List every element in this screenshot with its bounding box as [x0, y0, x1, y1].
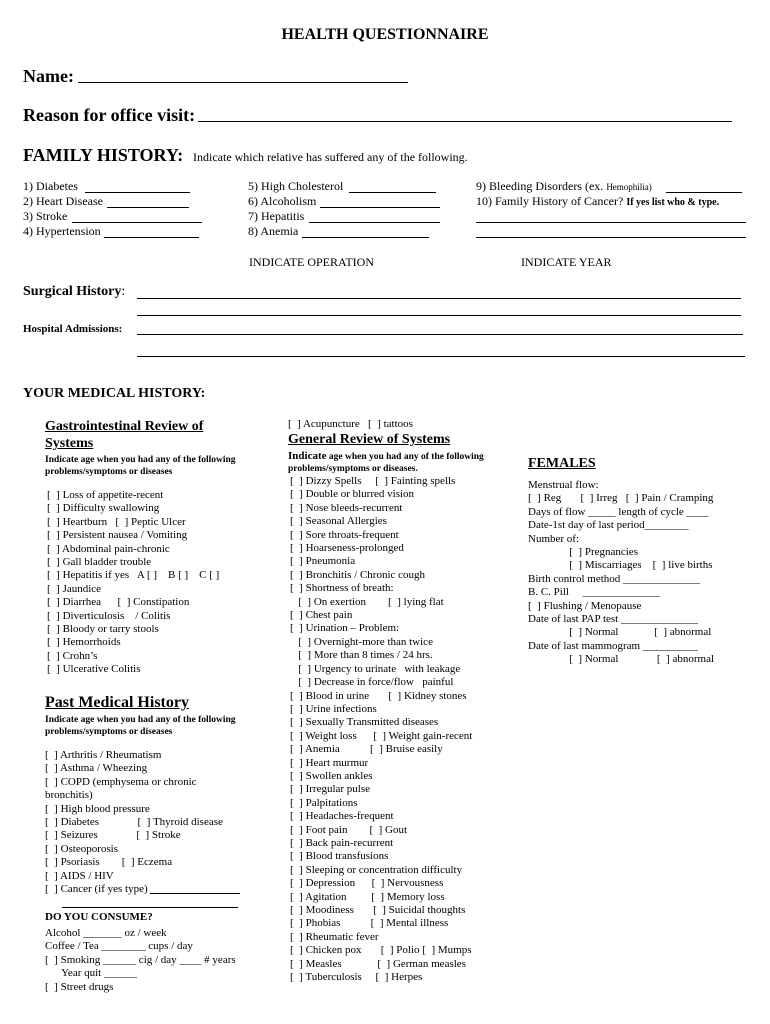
gi-heading-line2: Systems	[45, 436, 94, 451]
family-item-anemia[interactable]: 8) Anemia	[248, 224, 299, 238]
reason-field[interactable]	[198, 121, 732, 122]
gi-checklist[interactable]: [ ] Loss of appetite-recent [ ] Difficulty swallowing [ ] Heartburn [ ] Peptic Ulcer [ ] Persistent nausea / Vomiting [ ] Abdominal pain-chronic [ ] Gall bladder trouble [ ] Hepatitis if yes A [ ] B [ ] C [ ] [ ] Jaundice [ ] Diarrhea [ ] Constipation [ ] Diverticulosis / Colitis [ ] Bloody or tarry stools [ ] Hemorrhoids [ ] Crohn’s [ ] Ulcerative Colitis	[47, 489, 220, 676]
reason-label: Reason for office visit:	[23, 105, 196, 125]
pmh-checklist[interactable]: [ ] Arthritis / Rheumatism [ ] Asthma / Wheezing [ ] COPD (emphysema or chronic bronchitis) [ ] High blood pressure [ ] Diabetes [ ] Thyroid disease [ ] Seizures [ ] Stroke [ ] Osteoporosis [ ] Psoriasis [ ] Eczema [ ] AIDS / HIV [ ] Cancer (if yes type)	[45, 749, 223, 896]
family-item-cancer[interactable]: 10) Family History of Cancer? If yes list who & type.	[476, 194, 720, 208]
name-label: Name:	[23, 66, 74, 86]
family-history-instruction: Indicate which relative has suffered any of the following.	[193, 150, 468, 164]
pmh-note: Indicate age when you had any of the following problems/symptoms or diseases	[45, 715, 236, 737]
family-item-alcoholism[interactable]: 6) Alcoholism	[248, 194, 317, 208]
hospital-admissions-line-1[interactable]	[137, 334, 743, 335]
gi-heading-line1: Gastrointestinal Review of	[45, 419, 204, 434]
family-item-bleeding-disorders[interactable]: 9) Bleeding Disorders (ex. Hemophilia)	[476, 179, 652, 193]
cancer-type-line[interactable]	[62, 907, 238, 908]
females-heading: FEMALES	[528, 456, 596, 471]
family-item-high-cholesterol[interactable]: 5) High Cholesterol	[248, 179, 344, 193]
general-review-heading: General Review of Systems	[288, 432, 451, 447]
general-note: Indicate age when you had any of the following problems/symptoms or diseases.	[288, 450, 484, 474]
family-item-hepatitis[interactable]: 7) Hepatitis	[248, 209, 305, 223]
name-field[interactable]	[78, 82, 408, 83]
pmh-heading: Past Medical History	[45, 694, 189, 711]
family-item-diabetes[interactable]: 1) Diabetes	[23, 179, 78, 193]
surgical-history-line-2[interactable]	[137, 315, 741, 316]
surgical-history-label: Surgical History:	[23, 284, 126, 299]
females-list[interactable]: Menstrual flow: [ ] Reg [ ] Irreg [ ] Pain / Cramping Days of flow _____ length of cycle ____ Date-1st day of last period________ Number of: [ ] Pregnancies [ ] Miscarriages [ ] live births Birth control method ______________ B. C. Pill ______________ [ ] Flushing / Menopause Date of last PAP test ______________ [ ] Normal [ ] abnormal Date of last mammogram __________ [ ] Normal [ ] abnormal	[528, 479, 715, 666]
page-title: HEALTH QUESTIONNAIRE	[281, 26, 489, 43]
family-cancer-line-2[interactable]	[476, 237, 746, 238]
family-history-heading: FAMILY HISTORY:	[23, 145, 184, 165]
family-cancer-line-1[interactable]	[476, 222, 746, 223]
family-item-heart-disease[interactable]: 2) Heart Disease	[23, 194, 103, 208]
consume-list[interactable]: Alcohol _______ oz / week Coffee / Tea ________ cups / day [ ] Smoking ______ cig / day ____ # years Year quit ______ [ ] Street drugs	[45, 927, 236, 993]
your-medical-history-heading: YOUR MEDICAL HISTORY:	[23, 386, 206, 401]
surgical-history-line-1[interactable]	[137, 298, 741, 299]
indicate-operation-label: INDICATE OPERATION	[249, 255, 374, 269]
general-checklist[interactable]: [ ] Dizzy Spells [ ] Fainting spells [ ] Double or blurred vision [ ] Nose bleeds-recurrent [ ] Seasonal Allergies [ ] Sore throats-frequent [ ] Hoarseness-prolonged [ ] Pneumonia [ ] Bronchitis / Chronic cough [ ] Shortness of breath: [ ] On exertion [ ] lying flat [ ] Chest pain [ ] Urination – Problem: [ ] Overnight-more than twice [ ] More than 8 times / 24 hrs. [ ] Urgency to urinate with leakage [ ] Decrease in force/flow painful [ ] Blood in urine [ ] Kidney stones [ ] Urine infections [ ] Sexually Transmitted diseases [ ] Weight loss [ ] Weight gain-recent [ ] Anemia [ ] Bruise easily [ ] Heart murmur [ ] Swollen ankles [ ] Irregular pulse [ ] Palpitations [ ] Headaches-frequent [ ] Foot pain [ ] Gout [ ] Back pain-recurrent [ ] Blood transfusions [ ] Sleeping or concentration difficulty [ ] Depression [ ] Nervousness [ ] Agitation [ ] Memory loss [ ] Moodiness [ ] Suicidal thoughts [ ] Phobias [ ] Mental illness [ ] Rheumatic fever [ ] Chicken pox [ ] Polio [ ] Mumps [ ] Measles [ ] German measles [ ] Tuberculosis [ ] Herpes	[290, 475, 473, 984]
indicate-year-label: INDICATE YEAR	[521, 255, 612, 269]
hospital-admissions-line-2[interactable]	[137, 356, 745, 357]
consume-heading: DO YOU CONSUME?	[45, 911, 153, 923]
family-item-hypertension[interactable]: 4) Hypertension	[23, 224, 101, 238]
gi-note: Indicate age when you had any of the following problems/symptoms or diseases	[45, 455, 236, 477]
hospital-admissions-label: Hospital Admissions:	[23, 323, 123, 335]
acupuncture-tattoos[interactable]: [ ] Acupuncture [ ] tattoos	[288, 418, 413, 430]
family-item-stroke[interactable]: 3) Stroke	[23, 209, 68, 223]
